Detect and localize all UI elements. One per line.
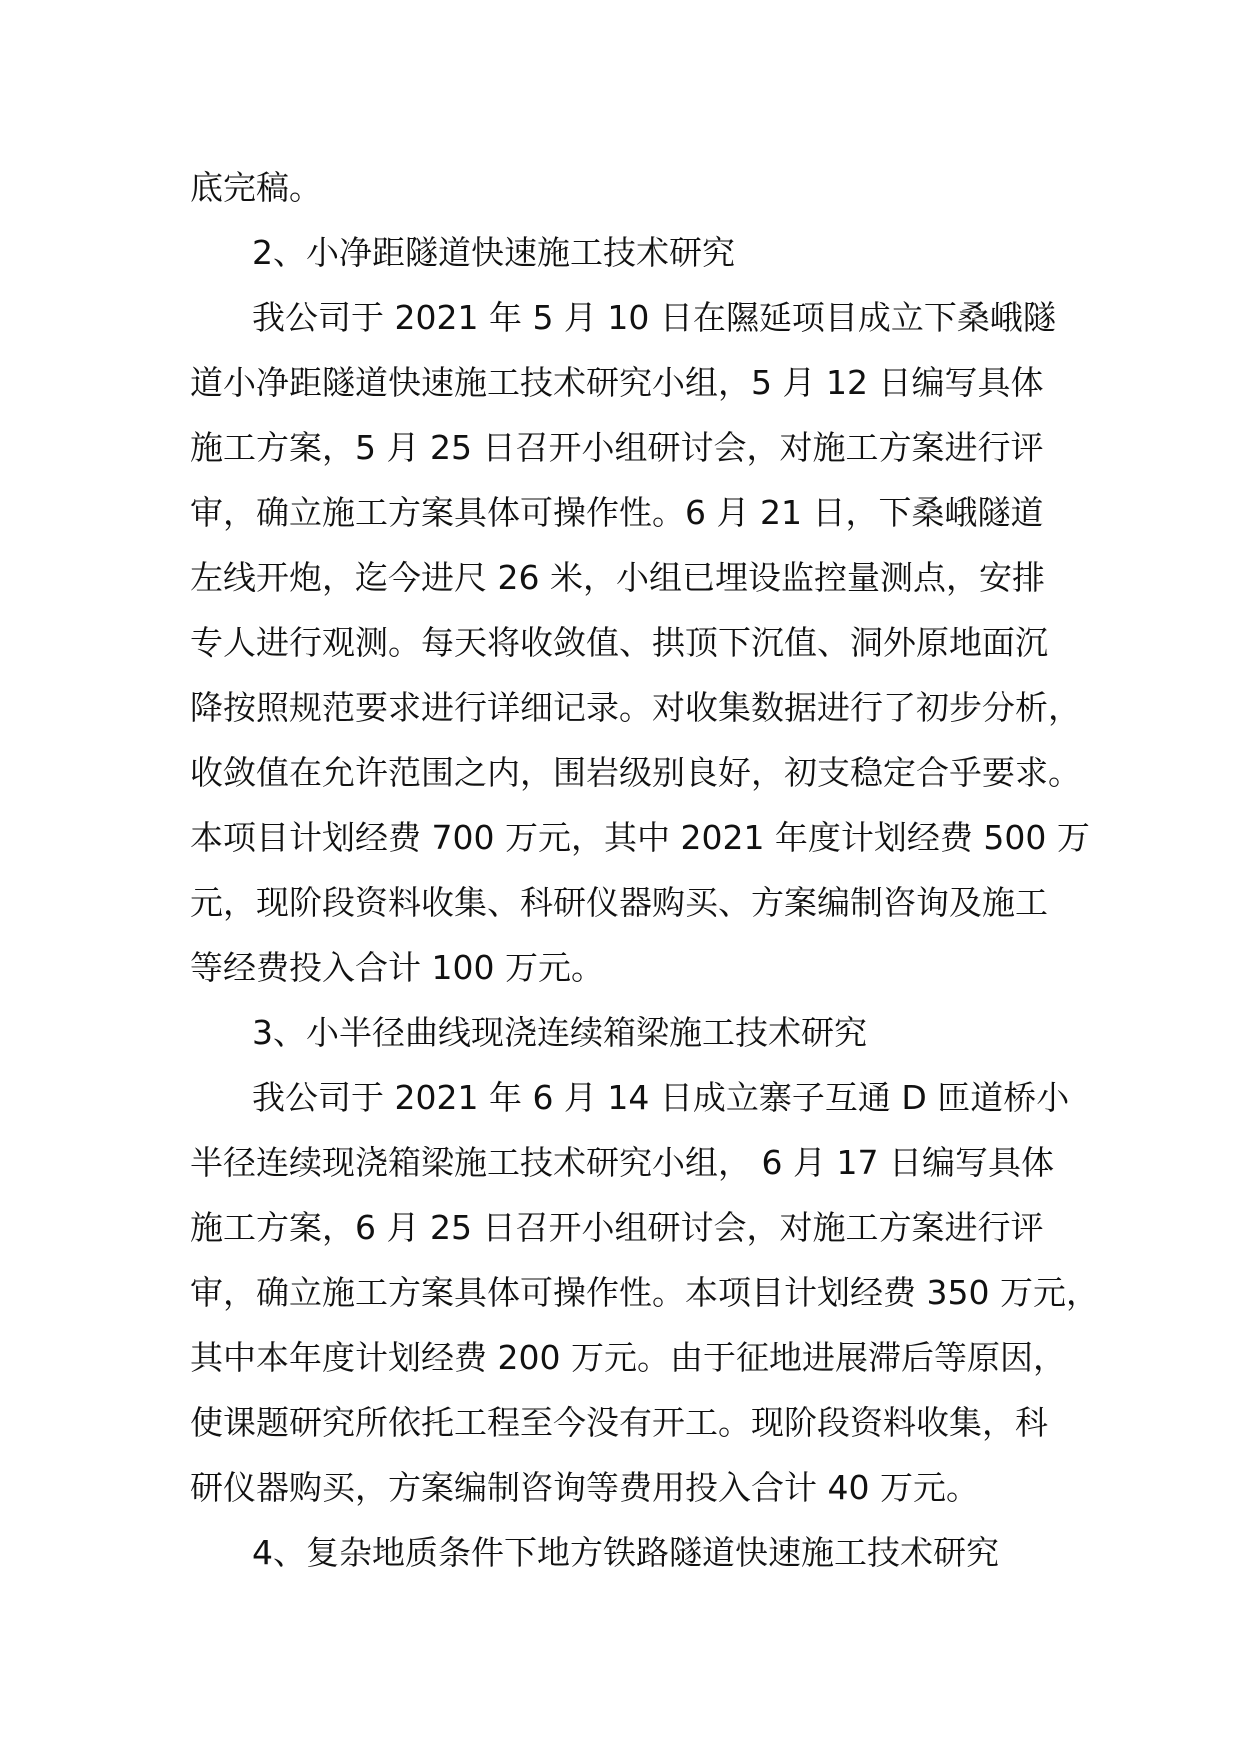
text-line: 施工方案，5 月 25 日召开小组研讨会，对施工方案进行评 — [190, 428, 1044, 467]
text-line: 收敛值在允许范围之内，围岩级别良好，初支稳定合乎要求。 — [190, 753, 1081, 792]
text-line: 底完稿。 — [190, 168, 322, 207]
text-line: 本项目计划经费 700 万元，其中 2021 年度计划经费 500 万 — [190, 818, 1090, 857]
section-heading-4: 4、复杂地质条件下地方铁路隧道快速施工技术研究 — [252, 1533, 999, 1572]
text-line: 施工方案，6 月 25 日召开小组研讨会，对施工方案进行评 — [190, 1208, 1044, 1247]
text-line: 道小净距隧道快速施工技术研究小组，5 月 12 日编写具体 — [190, 363, 1044, 402]
text-line: 等经费投入合计 100 万元。 — [190, 948, 604, 987]
text-line: 降按照规范要求进行详细记录。对收集数据进行了初步分析， — [190, 688, 1081, 727]
text-line: 专人进行观测。每天将收敛值、拱顶下沉值、洞外原地面沉 — [190, 623, 1048, 662]
text-line: 我公司于 2021 年 6 月 14 日成立寨子互通 D 匝道桥小 — [252, 1078, 1070, 1117]
section-heading-3: 3、小半径曲线现浇连续箱梁施工技术研究 — [252, 1013, 867, 1052]
text-line: 左线开炮，迄今进尺 26 米，小组已埋设监控量测点，安排 — [190, 558, 1045, 597]
text-line: 审，确立施工方案具体可操作性。6 月 21 日，下桑峨隧道 — [190, 493, 1044, 532]
document-body — [190, 155, 1099, 1585]
text-line: 半径连续现浇箱梁施工技术研究小组， 6 月 17 日编写具体 — [190, 1143, 1054, 1182]
text-line: 使课题研究所依托工程至今没有开工。现阶段资料收集，科 — [190, 1403, 1048, 1442]
text-line: 我公司于 2021 年 5 月 10 日在隰延项目成立下桑峨隧 — [252, 298, 1056, 337]
text-line: 研仪器购买，方案编制咨询等费用投入合计 40 万元。 — [190, 1468, 979, 1507]
text-line: 元，现阶段资料收集、科研仪器购买、方案编制咨询及施工 — [190, 883, 1048, 922]
text-line: 审，确立施工方案具体可操作性。本项目计划经费 350 万元， — [190, 1273, 1099, 1312]
section-heading-2: 2、小净距隧道快速施工技术研究 — [252, 233, 735, 272]
text-line: 其中本年度计划经费 200 万元。由于征地进展滞后等原因， — [190, 1338, 1066, 1377]
